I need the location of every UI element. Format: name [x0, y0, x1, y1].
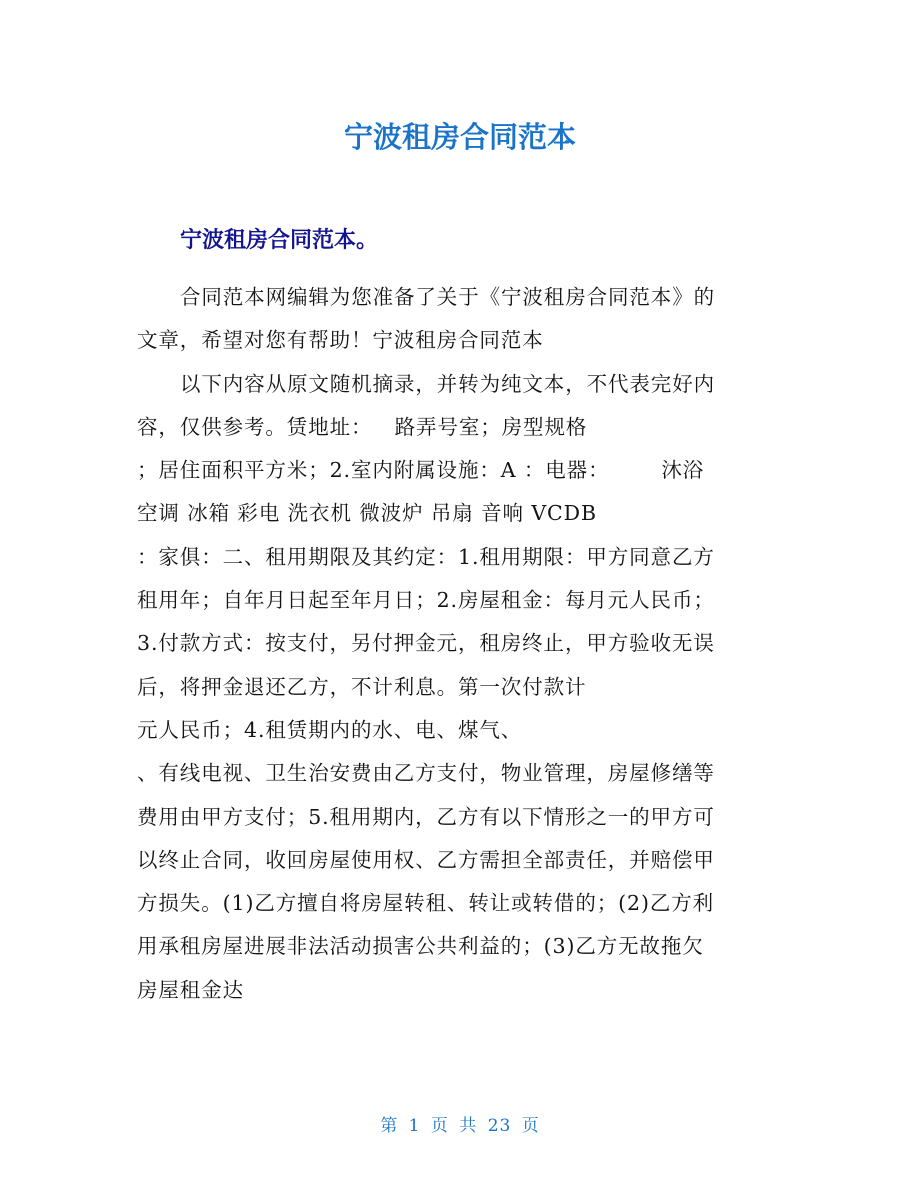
body-line: 后，将押金退还乙方，不计利息。第一次付款计: [137, 674, 587, 699]
body-line: ：家俱：二、租用期限及其约定：1.租用期限：甲方同意乙方: [137, 544, 715, 569]
body-line: 以终止合同，收回房屋使用权、乙方需担全部责任，并赔偿甲: [137, 847, 715, 872]
body-line: 租用年；自年月日起至年月日；2.房屋租金：每月元人民币；: [137, 588, 715, 613]
body-line: 费用由甲方支付；5.租用期内，乙方有以下情形之一的甲方可: [137, 804, 715, 829]
body-line: 、有线电视、卫生治安费由乙方支付，物业管理，房屋修缮等: [137, 761, 715, 786]
body-line: 元人民币；4.租赁期内的水、电、煤气、: [137, 717, 523, 742]
body-line: ；居住面积平方米；2.室内附属设施：A ：电器： 沐浴: [137, 458, 705, 483]
body-line: 方损失。(1)乙方擅自将房屋转租、转让或转借的；(2)乙方利: [137, 891, 715, 916]
body-line: 房屋租金达: [137, 977, 244, 1002]
document-title: 宁波租房合同范本: [343, 120, 576, 154]
page-number-footer: 第 1 页 共 23 页: [380, 1116, 540, 1136]
body-line: 空调 冰箱 彩电 洗衣机 微波炉 吊扇 音响 VCDB: [137, 501, 597, 526]
body-line: 文章，希望对您有帮助！宁波租房合同范本: [137, 328, 544, 353]
document-subheading: 宁波租房合同范本。: [180, 228, 379, 253]
body-line: 容，仅供参考。赁地址： 路弄号室；房型规格: [137, 414, 588, 439]
body-line: 用承租房屋进展非法活动损害公共利益的；(3)乙方无故拖欠: [137, 934, 704, 959]
body-line: 合同范本网编辑为您准备了关于《宁波租房合同范本》的: [180, 285, 715, 309]
document-body: [137, 276, 787, 1012]
body-line: 3.付款方式：按支付，另付押金元，租房终止，甲方验收无误: [137, 631, 715, 656]
body-line: 以下内容从原文随机摘录，并转为纯文本，不代表完好内: [180, 371, 715, 396]
